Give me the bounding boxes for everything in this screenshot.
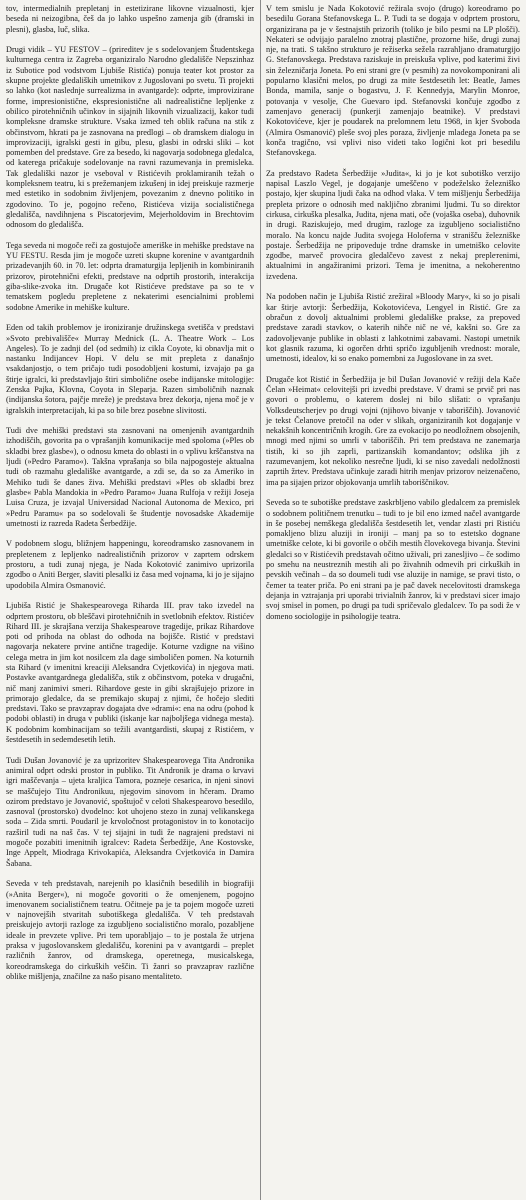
paragraph: Seveda so te subotiške predstave zaskrbljeno vabilo gledalcem za premislek o sodobnem političnem trenutku – tudi to je bil eno izmed načel avantgarde in še posebej nemškega gledališča šestdesetih let, vendar zlasti pri Ristiću pomakljeno blizu aluziji in ironiji – manj pa so to estetsko dognane umetniške celote, ki bi govorile o občih mestih človekovega bivanja. Števini gledalci so v Ristićevih predstavah očitno uživali, pri zanesljivo – če sodimo po smehu na neustreznih mestih ali po živahnih odmevih pri cirkuških in pevskih večinah – da so doumeli tudi vse aluzije in namige, se pravi tisto, o čemer ta teater priča. Po eni strani pa je pač davek necelovitosti dramskega dejanja in vztrajanja pri uporabi trivialnih žanrov, ki v predstavi sicer imajo svoj smisel in pomen, po drugi pa tudi spričevalo gledalcev. To pa sodi že v domeno sociologije in psihologije teatra.: [266, 498, 520, 621]
paragraph: Ljubiša Ristić je Shakespearovega Riharda III. prav tako izvedel na odprtem prostoru, ob bleščavi pirotehničnih in svetlobnih efektov. Ristićev Rihard III. je skrajšana verzija Shakespearove tragedije, prikaz Rihardove poti od prihoda na oblast do odhoda na bojišče. Ristić v predstavi nagovarja nekatere prvine antične tragedije. Koturne vzdigne na višino celega metra in jim kot nosilcem zla dage simboličen pomen. Na koturnih sta Rihard (v imenitni kreaciji Aleksandra Cvjetkovića) in njegova mati. Postavke avantgardnega gledališča, stik z občinstvom, poteka v drugačni, nič manj zanimivi smeri. Rihardove geste in gibi skrajšujejo prizore in primorajo gledalce, da se premikajo skupaj z njimi, če hočejo slediti predstavi. Tako se pravzaprav dogajata dve »drami«: ena na odru (pohod k podobi oblasti) in druga v publiki (iskanje kar najboljšega vidnega mesta). K podobnim kombinacijam so težili avantgardisti, skupaj z Ristićem, v šestdesetih in sedemdesetih letih.: [6, 601, 254, 745]
paragraph: Tudi dve mehiški predstavi sta zasnovani na omenjenih avantgardnih izhodiščih, govorita pa o vprašanjih komunikacije med spoloma (»Ples ob skladbi brez glasbe«), o odnosu kmeta do oblasti in o vplivu krščanstva na ljudi (»Pedro Paramo«). Takšna vprašanja so bila najpogosteje aktualna tudi ob razmahu gledališke avantgarde, a zdi se, da so za Ameriko in Mehiko tudi še danes živa. Mehiški predstavi »Ples ob skladbi brez glasbe« Pabla Mandokia in »Pedro Paramo« Juana Rulfoja v režiji Joseja Luisa Cruza, je izvajal Universidad Nacional Autonoma de Mexico, pri »Pedru Paramu« pa so sodelovali še študentje novosadske Akademije umetnosti iz razreda Radeta Šerbedžije.: [6, 426, 254, 528]
paragraph: Eden od takih problemov je ironiziranje družinskega svetišča v predstavi »Svoto prebivališče« Murray Mednick (L. A. Theatre Work – Los Angeles). To je zadnji del (od sedmih) iz cikla Coyote, ki obnavlja mit o nastanku Indijancev Hopi. V delu se mit prepleta z današnjo vsakdanjostjo, o tem pričajo tudi posodobljeni kostumi, izvajajo pa ga štirje igralci, ki predstavljajo štiri simbolične osebe indijanske mitologije: Zenska Pajka, Klovna, Coyota in Sleparja. Razen simboličnih naznak (indijanska šotora, pajčje mreže) je predstava brez dekorja, njena moč je v igralskih interpretacijah, ki pa so bile brez posebne slivitosti.: [6, 323, 254, 415]
paragraph: Tega seveda ni mogoče reči za gostujoče ameriške in mehiške predstave na YU FESTU. Resda jim je mogoče uzreti skupne korenine v avantgardnih prizadevanjih 60. in 70. let: odprta dramaturgija lepljenih in kombiniranih prizorov, pirotehnični efekti, predstave na odprtih prostorih, interakcija giba-slike-zvoka itn. Drugače kot Ristićeve predstave pa so te v tematskem pogledu prepletene z nekaterimi esencialnimi problemi sodobne Amerike in mehiške kulture.: [6, 240, 254, 312]
paragraph: V podobnem slogu, bližnjem happeningu, koreodramsko zasnovanem in prepletenem z lepljenko nadrealističnih prizorov v zaprtem odrskem prostoru, a tudi zunaj njega, je Nada Kokotović zanimivo uprizorila zgodbo o Aniti Berger, slaviti plesalki iz časa med vojnama, ki jo je sijajno upodobila Almira Osmanović.: [6, 539, 254, 590]
paragraph: tov, intermedialnih prepletanj in estetiziranе likovne vizualnosti, kjer beseda ni neizogibna, češ da jo lahko uspešno zamenja gib (dramski in plesni), glasba, luč, slika.: [6, 4, 254, 34]
paragraph: V tem smislu je Nada Kokotović režirala svojo (drugo) koreodramo po besedilu Gorana Stefanovskega L. P. Tudi ta se dogaja v odprtem prostoru, organizirana pa je v šestnajstih prizorih (toliko je bilo pesmi na LP plošči). Nekateri se odvijajo paralelno znotraj plastične, prozorne hiše, drugi zunaj nje, na trati. S takšno strukturo je režiserka sežela razrahljano dramaturgijo G. Stefanovskega. Predstava raziskuje in preiskuša vplive, pod katerimi živi sin železničarja Joneta. Po eni strani gre (v pesmih) za novokomponirani ali popularno klasični melos, po drugi za mite šestdesetih let: Beatle, James Bonda, mamila, sanje o bogastvu, J. F. Kennedyja, Marylin Monroe, potovanja v vesolje, Che Guevaro ipd. Stefanovski končuje zgodbo z zamenjavo generacij (punkerji zamenjajo beatnike). V predstavi Kokotovićeve, kjer je poudarek na prelomnem letu 1968, in kjer Svoboda (Almira Osmanović) pleše svoj ples poraza, življenje mladega Joneta pa se konča tragično, vsi vplivi niso videti tako logični kot pri besedilu Stefanovskega.: [266, 4, 520, 158]
article-column-right: [266, 4, 520, 622]
paragraph: Na podoben način je Ljubiša Ristić zrežiral »Bloody Mary«, ki so jo pisali kar štirje avtorji: Šerbedžija, Kokotovićeva, Lengyel in Ristić. Gre za obračun z dovolj aktualnimi problemi gledališke prakse, za prepoved predstave zaradi stavkov, o katerih nihče nič ne vé, kakšni so. Gre za zadovoljevanje publike in oblasti z lahkotnimi zabavami. Nastopi umetnik kot glasnik razuma, ki ogorčen drhti spričo izgubljenih vrednost: morale, umetnosti, idealov, ki so enako pomembni za Jugoslovane in za svet.: [266, 292, 520, 364]
paragraph: Tudi Dušan Jovanović je za uprizoritev Shakespearovega Tita Andronika animiral odprt odrski prostor in publiko. Tit Andronik je drama o krvavi igri maščevanja – ujeta kraljica Tamora, poznejе cesarica, in njeni sinovi se maščujejo Titu Andronikuu, njegovim sinovom in hčeram. Dramo ozirom predstavo je Jovanović, spoštujoč v celoti Shakespearovo besedilo, zasnoval (prostorsko) dvodelno: kot uhojeno stezo in zunaj velikanskega soda – Zida smrti. Poudaril je krvoločnost protagonistov in to konotacijo razširil tudi na naš čas. V tej sijajni in tudi že nagrajeni predstavi ni mogoče pozabiti imenitnih igralcev: Radeta Šerbedžije, Ane Kostovske, Inge Appelt, Miodraga Krivokapića, Aleksandra Cvjetkovića in Damira Šabana.: [6, 755, 254, 868]
paragraph: Za predstavo Radeta Šerbedžije »Judita«, ki jo je kot subotiško verzijo napisal Laszlo Vegel, je dogajanje umeščeno v podeželsko železniško postajo, kjer skupina ljudi čaka na odhod vlaka. V tem mišljenju Šerbedžija prepleta prizore o odnosih med nakljično zbranimi ljudmi. Tu so direktor cirkusa, cirkuška plesalka, Judita, njena mati, oče (vojaška oseba), duhovnik in drugi. Raziskujejo, med drugim, razloge za izgubljeno socialistično moralo. Na koncu najde Judita svojega Holoferna v stranišču železniške postaje. Šerbedžija ne pripoveduje trdne dramske in umetniško celovite zgodbe, marveč provocira gledalčevo zavest z nekaj preplетеnimi, aktualnimi in angažiranimi prizori. Tema je imenitna, a nekoherentno izvedena.: [266, 168, 520, 281]
column-divider: [260, 0, 261, 1200]
paragraph: Seveda v teh predstavah, narejenih po klasičnih besedilih in biografiji (»Anita Berger«), ni mogoče govoriti o že omenjenem, pogojno imenovanem socialističnem teatru. Očitneje pa je ta pojem mogoče uzreti v najnovejših stvaritah subotiškega gledališča. V teh predstavah preiskujejo avtorji razloge za izgubljeno socialistično moralo, pozabljene ideale in prevzete vplive. Pri tem uporabljajo – to je postala že utrjena praksa v jugoslovanskem gledališču, koreninі pa v avantgardi – preplet različnih žanrov, od dramskega, operetnega, musicalskega, koreodramskega do cirkuških veščin. Ti žanri so pravzaprav različne oblike mišljenja, značilne za našo pisano mentaliteto.: [6, 879, 254, 981]
paragraph: Drugi vidik – YU FESTOV – (prireditev je s sodelovanjem Študentskega kulturnega centra iz Zagreba organiziralo Narodno gledališče Nepszinhaz iz Subotice pod vodstvom Ljubiše Ristića) ponuja teater kot prostor za skupne projekte gledaliških umetnikov z Jugoslovani po svetu. Ti projekti so lahko (kot naslednje surrealizma in avantgarde): odprte, improvizirane forme, impresionistične, ekspresionistične ali nadrealistične lepljenke z obilico pirotehničnih učinkov in sijajnih likovnih vizualizacij, kakor tudi kompleksne dramske strukture. Vsaka izmed teh oblik računa na stik z občinstvom, hkrati pa je zasnovana na predlogi – ob dramskem dialogu in improvizaciji, igralski gesti in gibu, plesu, glasbi in odrski sliki – kot pomemben del predstave. Gre za besedo, ki nagovarja sodobnega gledalca, od katerega pričakuje sodelovanje na ravni razumevanja in premisleka. Tak gledališki nazor je vseboval v Ristićevih proklamiranih težah o kompleksnem teatru, ki s prežemanjem izkušenj in idej preiskuje razmerje med estetiko in sodobnim življenjem, povezanim z dnevno politiko in zgodovino. To je, pogojno rečeno, Ristićeva vizija socialističnega gledališča, navdihnjena s Piscatorjevim, Mejerholdovim in Brechtovim odnosom do gledališča.: [6, 45, 254, 230]
paragraph: Drugače kot Ristić in Šerbedžija je bil Dušan Jovanović v režiji dela Kače Čelan »Heimat« celovitejši pri izvedbi predstave. V drami se prvič pri nas govori o problemu, o katerem doslej ni bilo slišati: o vprašanju Volksdeutscherjev po drugi vojni (njihovo bivanje v taboriščih). Jovanović je tekst Čelanove pretočil na oder v slikah, organiziranih kot dogajanje v nekakšnih koncentričnih krogih. Gre za evokacijo po neodložnem obsojenih, mnogi med njimi so umrli v taboriščih. Pri tem predstava ne zanemarja tistih, ki so jih zaprli, partizanskih komandantov; odslika jih z razumevanjem, kot nekoliko nesrečne ljudi, ki se niso zavedali nedolžnosti zaprtih žrtev. Predstava učinkuje zaradi hitrih menjav prizorov neizenačeno, ima pa sijajen prizor objokovanja umrlih taboriščnikov.: [266, 374, 520, 487]
article-column-left: [6, 4, 254, 982]
